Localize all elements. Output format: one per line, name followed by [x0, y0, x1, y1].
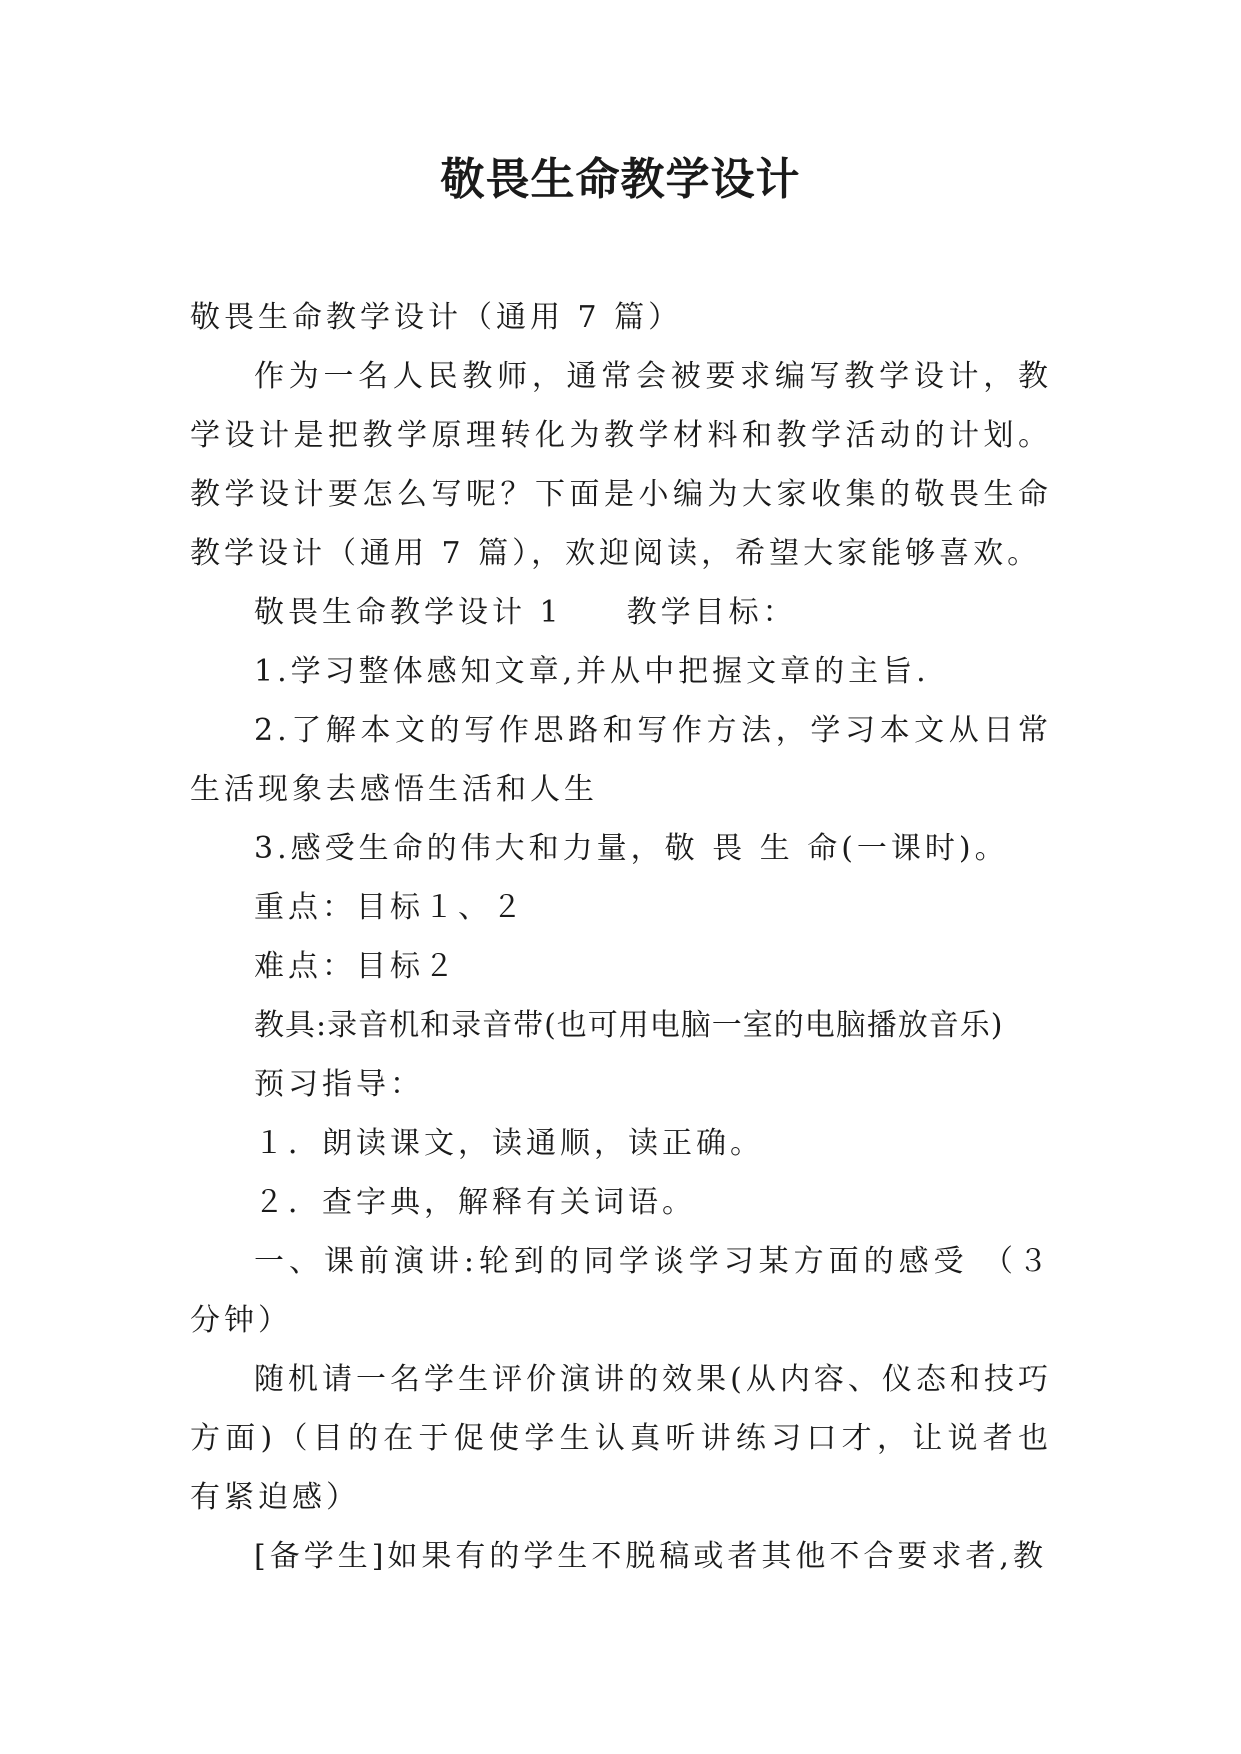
objective-3: 3.感受生命的伟大和力量，敬 畏 生 命(一课时)。 [254, 831, 1009, 866]
document-body [190, 288, 1052, 1586]
section-heading: 敬畏生命教学设计 1 [254, 595, 563, 630]
preview-guide-label: 预习指导： [254, 1067, 424, 1102]
teaching-aids: 教具:录音机和录音带(也可用电脑一室的电脑播放音乐) [254, 1008, 1004, 1043]
difficult-points: 难点：目标２ [254, 949, 458, 984]
section-heading-line [190, 583, 1052, 642]
preview-item-2: ２．查字典，解释有关词语。 [254, 1185, 696, 1220]
intro-paragraph: 作为一名人民教师，通常会被要求编写教学设计，教学设计是把教学原理转化为教学材料和教学活动的计划。教学设计要怎么写呢？下面是小编为大家收集的敬畏生命教学设计（通用 7 篇），欢迎阅读，希望大家能够喜欢。 [190, 359, 1052, 571]
key-points: 重点：目标１、２ [254, 890, 526, 925]
objective-2: 2.了解本文的写作思路和写作方法，学习本文从日常生活现象去感悟生活和人生 [190, 713, 1052, 807]
step-1-speech: 一、课前演讲:轮到的同学谈学习某方面的感受 （３分钟） [190, 1244, 1052, 1338]
step-1-evaluation: 随机请一名学生评价演讲的效果(从内容、仪态和技巧方面)（目的在于促使学生认真听讲练习口才，让说者也有紧迫感） [190, 1362, 1052, 1515]
subtitle-paragraph: 敬畏生命教学设计（通用 7 篇） [190, 300, 683, 335]
preview-item-1: １．朗读课文，读通顺，读正确。 [254, 1126, 764, 1161]
objectives-label: 教学目标： [626, 595, 797, 630]
teacher-note: [备学生]如果有的学生不脱稿或者其他不合要求者,教 [254, 1539, 1047, 1574]
document-title: 敬畏生命教学设计 [440, 154, 801, 205]
objective-1: 1.学习整体感知文章,并从中把握文章的主旨. [254, 654, 930, 689]
